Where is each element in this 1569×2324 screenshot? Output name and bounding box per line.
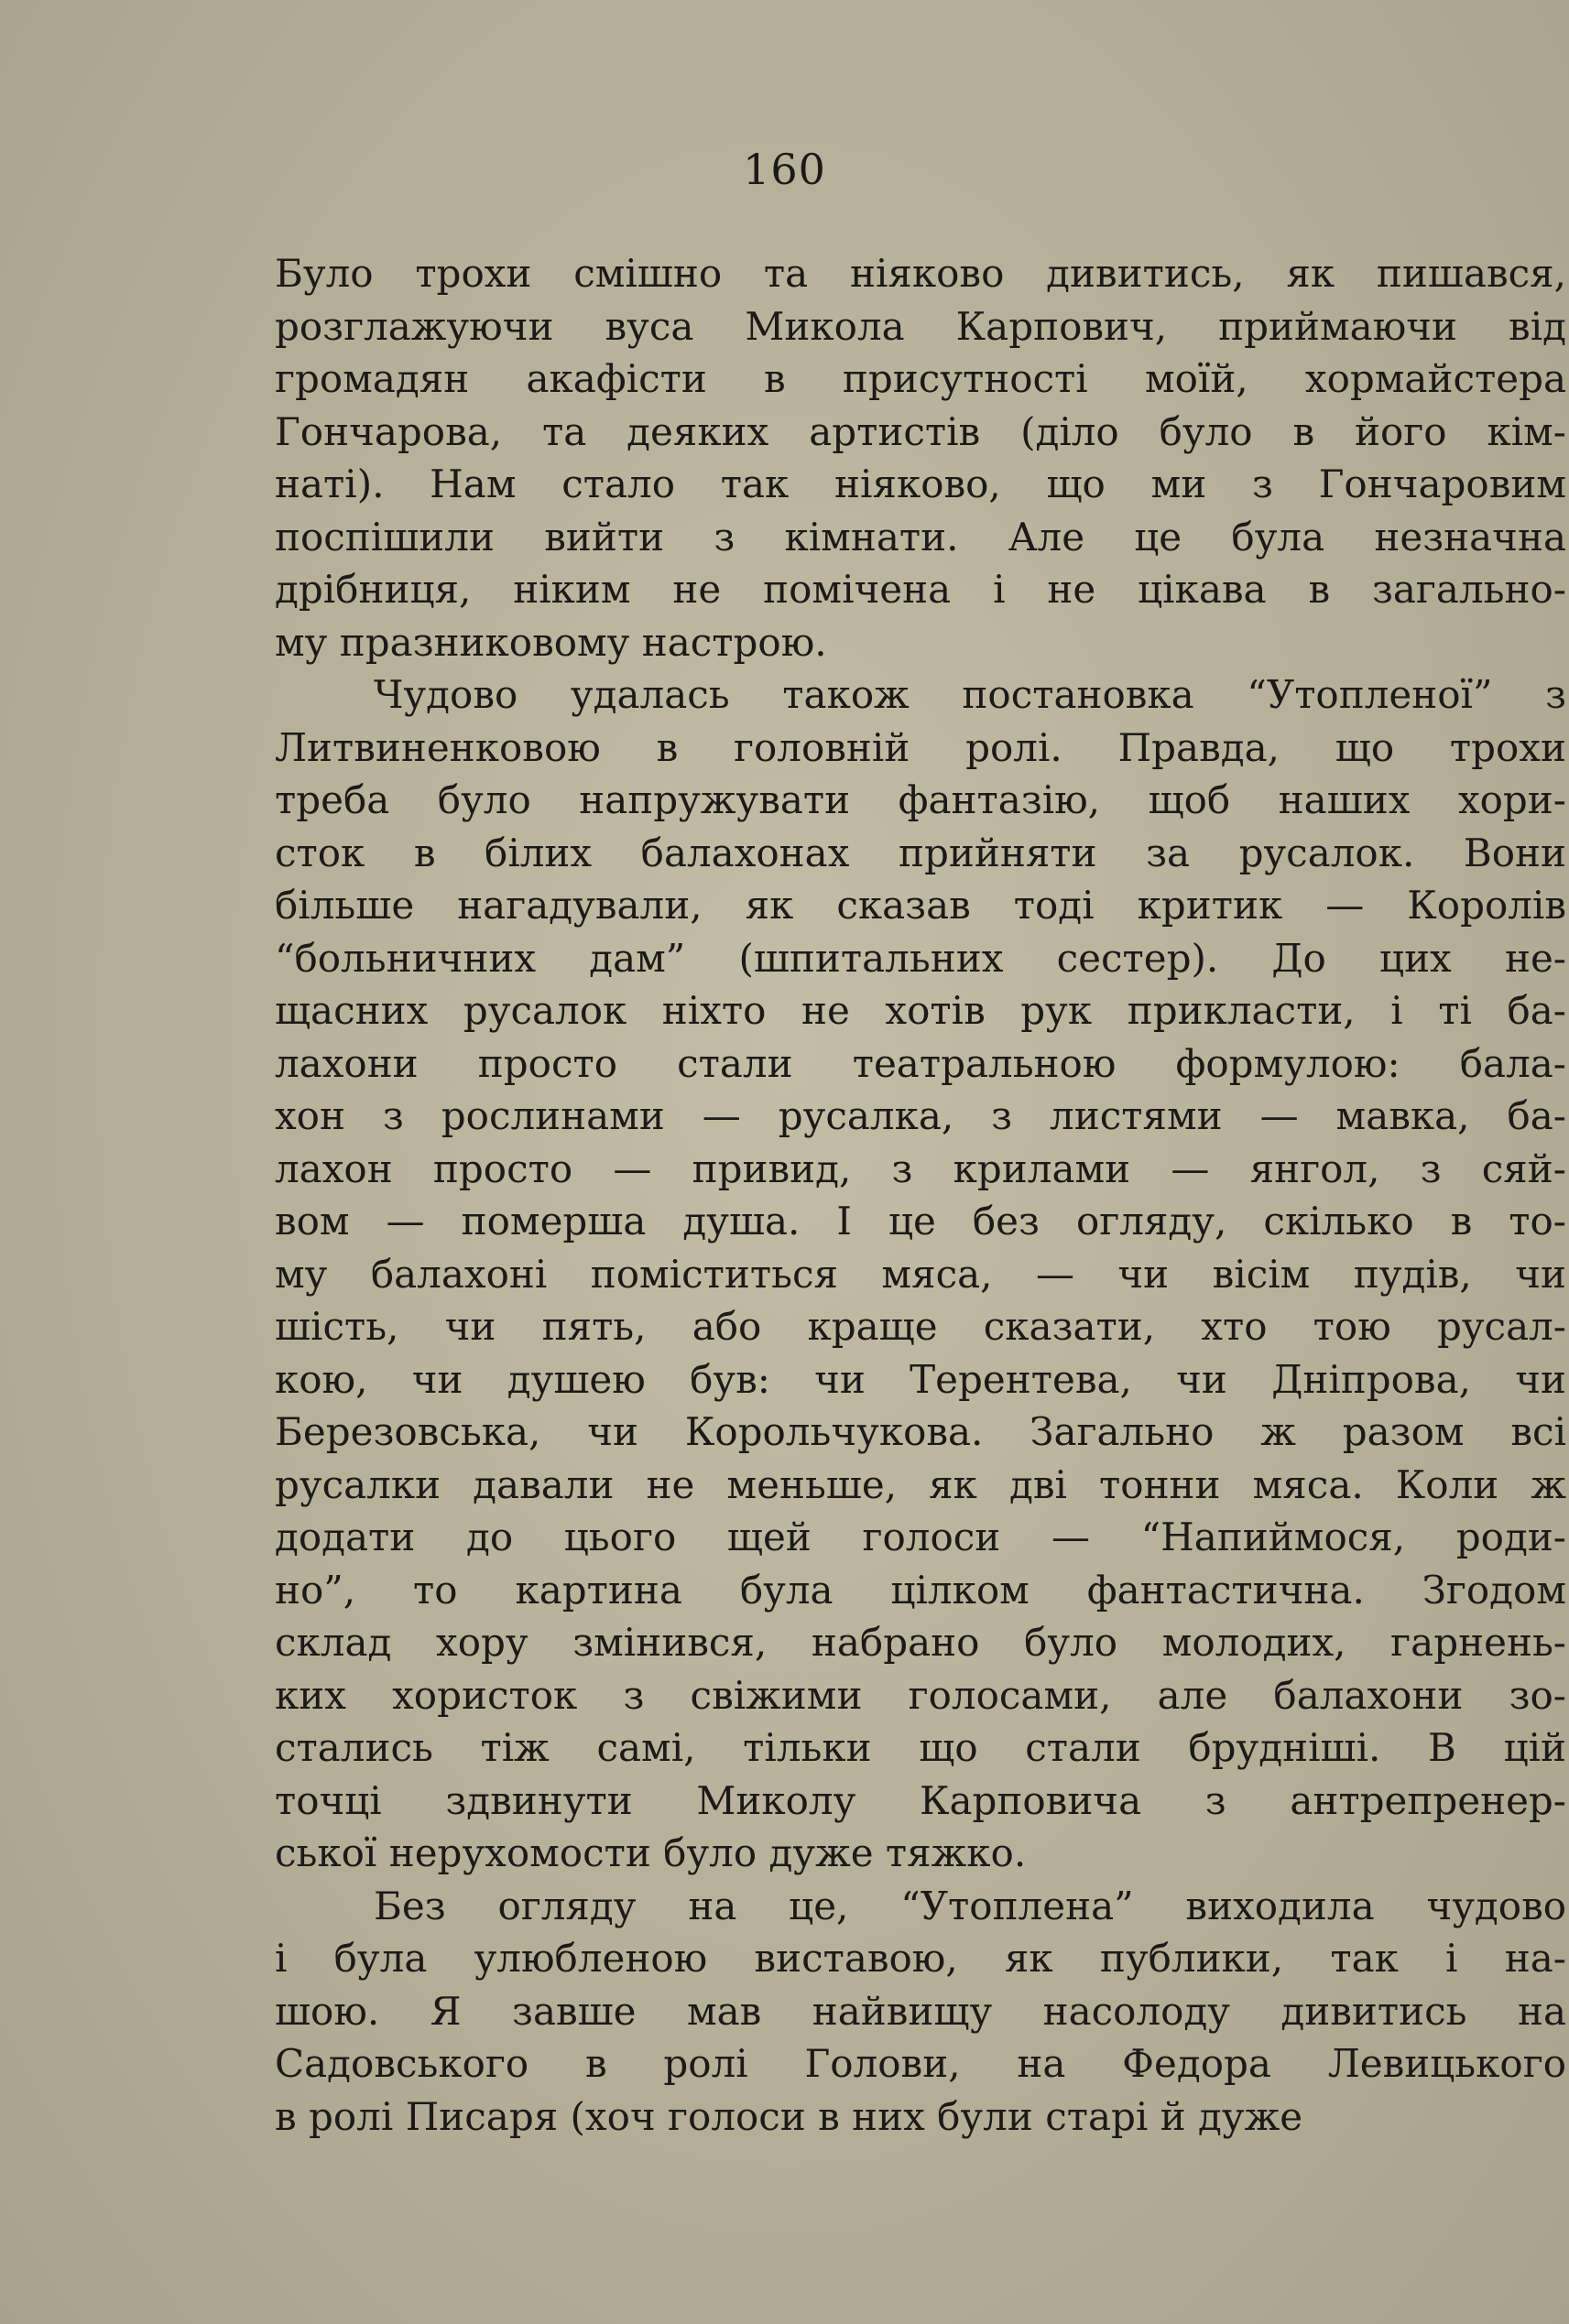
text-line: стались тіж самі, тільки що стали брудніші. В цій	[275, 1725, 1566, 1770]
paragraph	[275, 668, 1566, 1880]
text-line: щасних русалок ніхто не хотів рук прикласти, і ті ба-	[275, 988, 1566, 1033]
text-line: Садовського в ролі Голови, на Федора Левицького	[275, 2041, 1566, 2086]
text-line: Литвиненковою в головній ролі. Правда, що трохи	[275, 724, 1566, 770]
body-text	[275, 247, 1566, 2143]
text-line: склад хору змінився, набрано було молодих, гарнень-	[275, 1620, 1566, 1665]
text-line: хон з рослинами — русалка, з листями — мавка, ба-	[275, 1093, 1566, 1138]
text-line: му балахоні поміститься мяса, — чи вісім пудів, чи	[275, 1251, 1566, 1297]
text-line: русалки давали не меньше, як дві тонни мяса. Коли ж	[275, 1461, 1566, 1507]
text-line: Чудово удалась також постановка “Утопленої” з	[374, 672, 1566, 717]
text-line: лахони просто стали театральною формулою: бала-	[275, 1040, 1566, 1086]
text-line: в ролі Писаря (хоч голоси в них були старі й дуже	[275, 2093, 1303, 2139]
text-line: більше нагадували, як сказав тоді критик — Королів	[275, 883, 1566, 928]
text-line: дрібниця, ніким не помічена і не цікава в загально-	[275, 567, 1566, 612]
text-line: вом — померша душа. І це без огляду, скілько в то-	[275, 1199, 1566, 1243]
text-line: додати до цього щей голоси — “Напиймося, роди-	[275, 1515, 1566, 1559]
text-line: сток в білих балахонах прийняти за русалок. Вони	[275, 830, 1566, 875]
text-line: шість, чи пять, або краще сказати, хто тою русал-	[275, 1304, 1566, 1349]
paragraph	[275, 247, 1566, 668]
page-number: 160	[743, 145, 826, 194]
text-line: лахон просто — привид, з крилами — янгол, з сяй-	[275, 1146, 1566, 1191]
text-line: Було трохи смішно та ніяково дивитись, як пишався,	[275, 251, 1566, 296]
text-line: поспішили вийти з кімнати. Але це була незначна	[275, 514, 1566, 559]
text-line: наті). Нам стало так ніяково, що ми з Гончаровим	[275, 462, 1566, 506]
text-line: Гончарова, та деяких артистів (діло було в його кім-	[275, 408, 1566, 454]
text-line: треба було напружувати фантазію, щоб наших хори-	[275, 777, 1566, 822]
text-line: ких хористок з свіжими голосами, але балахони зо-	[275, 1672, 1566, 1718]
text-line: “больничних дам” (шпитальних сестер). До цих не-	[275, 935, 1566, 981]
paragraph	[275, 1880, 1566, 2144]
text-line: точці здвинути Миколу Карповича з антрепренер-	[275, 1777, 1566, 1823]
text-line: ської нерухомости було дуже тяжко.	[275, 1830, 1027, 1875]
text-line: кою, чи душею був: чи Терентева, чи Дніпрова, чи	[275, 1356, 1566, 1402]
text-line: шою. Я завше мав найвищу насолоду дивитись на	[275, 1988, 1566, 2034]
text-line: му празниковому настрою.	[275, 619, 827, 665]
text-line: Березовська, чи Корольчукова. Загально ж разом всі	[275, 1409, 1566, 1454]
text-line: розглажуючи вуса Микола Карпович, приймаючи від	[275, 303, 1566, 349]
text-line: громадян акафісти в присутності моїй, хормайстера	[275, 356, 1566, 401]
text-line: Без огляду на це, “Утоплена” виходила чудово	[374, 1883, 1566, 1928]
text-line: но”, то картина була цілком фантастична. Згодом	[275, 1567, 1566, 1613]
text-line: і була улюбленою виставою, як публики, так і на-	[275, 1936, 1566, 1981]
